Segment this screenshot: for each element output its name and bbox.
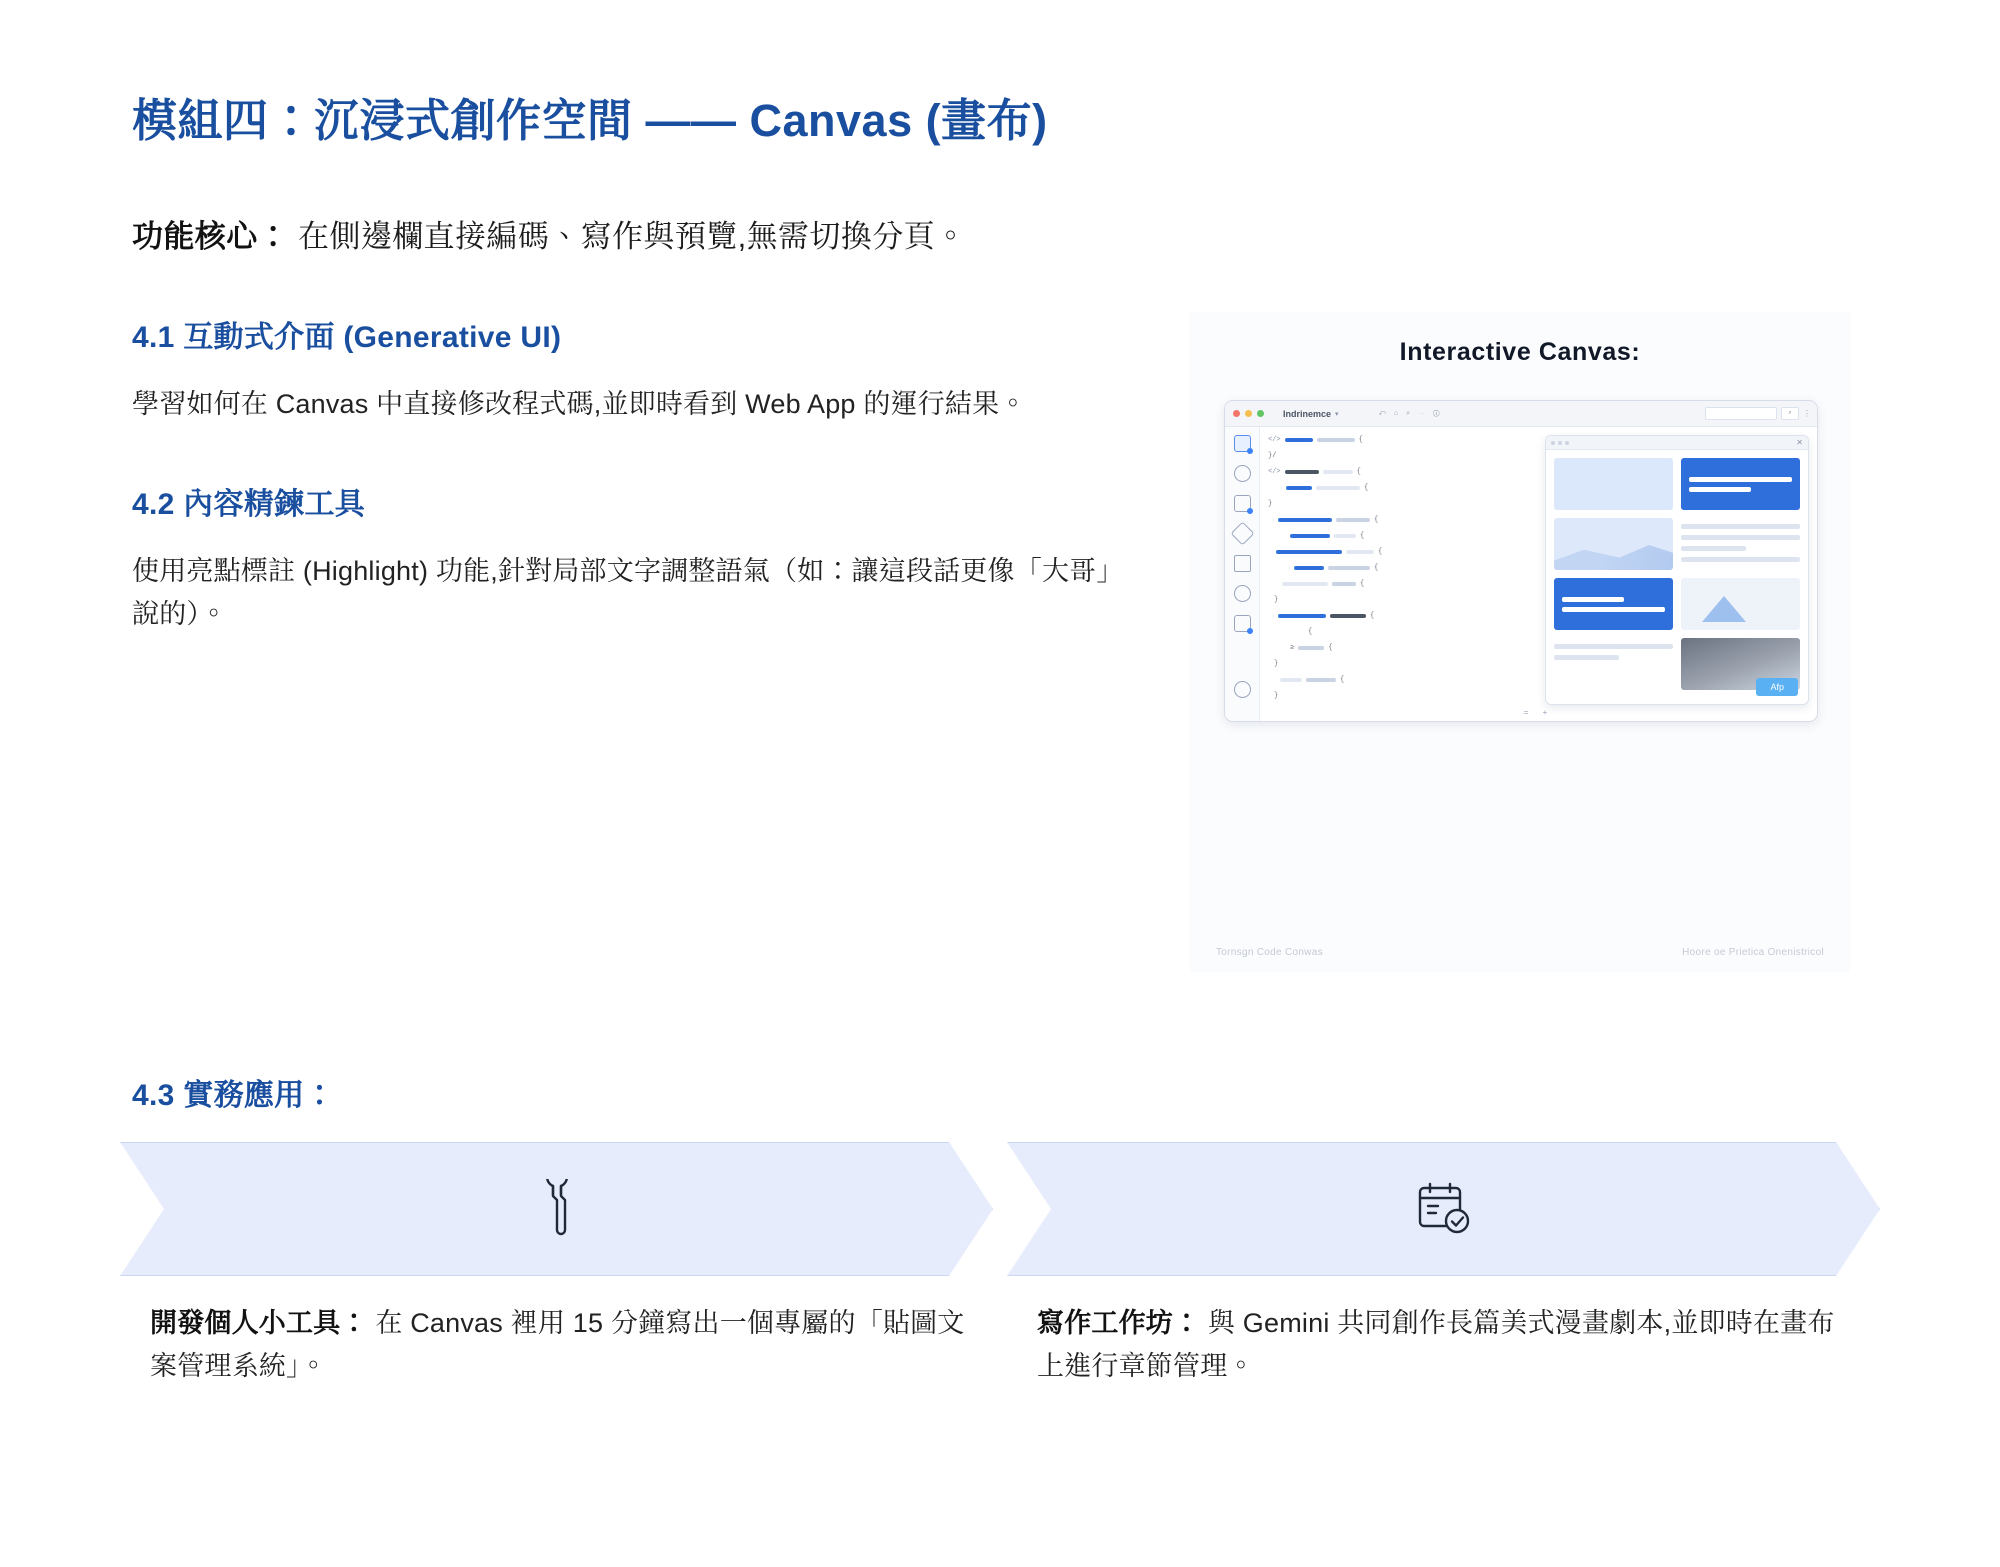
section-heading-4-2: 4.2 內容精鍊工具 [132, 487, 366, 521]
code-line: </> { [1268, 435, 1363, 444]
sidebar-item-edit-icon[interactable] [1234, 555, 1251, 572]
close-dot-icon [1233, 410, 1240, 417]
illustration-footer-left: Tornsgn Code Conwas [1216, 947, 1323, 958]
more-options-icon[interactable]: ⋮ [1803, 409, 1811, 418]
section-body-4-1: 學習如何在 Canvas 中直接修改程式碼,並即時看到 Web App 的運行結果。 [132, 389, 1027, 419]
code-line: { [1268, 483, 1811, 492]
sidebar-item-files-icon[interactable] [1234, 495, 1251, 512]
mock-editor-window [1224, 400, 1818, 722]
page-title: 模組四：沉浸式創作空間 —— Canvas (畫布) [132, 95, 1048, 146]
sidebar-item-export-icon[interactable] [1234, 615, 1251, 632]
editor-footer-controls[interactable]: = + [1523, 708, 1554, 717]
code-line: } [1274, 659, 1279, 668]
code-line: } [1274, 595, 1279, 604]
core-feature-line [132, 211, 1880, 256]
illustration-footer-right: Hoore oe Prietica Onenistricol [1682, 947, 1824, 958]
sidebar-item-zoom-icon[interactable] [1234, 681, 1251, 698]
preview-titlebar [1546, 436, 1808, 450]
search-icon[interactable]: ⌕ [1781, 407, 1799, 420]
right-illustration-column [1180, 312, 1880, 972]
practical-application-section [120, 1070, 1880, 1388]
code-line: { [1268, 563, 1811, 572]
code-line: ≥ { [1290, 643, 1333, 652]
mock-toolbar-icons: ⤺ ⌂ ⌕ ⋯ ⓘ [1378, 409, 1443, 417]
sidebar-item-tag-icon[interactable] [1230, 521, 1254, 545]
code-line: { [1268, 531, 1811, 540]
caption-row [120, 1302, 1880, 1388]
illustration-title: Interactive Canvas: [1399, 338, 1641, 366]
core-feature-label: 功能核心： [132, 219, 289, 254]
preview-block-cta [1681, 458, 1800, 510]
chevron-banner-tool [120, 1142, 993, 1276]
maximize-dot-icon [1257, 410, 1264, 417]
code-line: } [1274, 691, 1279, 700]
caption-tool-label: 開發個人小工具： [150, 1308, 368, 1338]
section-heading-4-1: 4.1 互動式介面 (Generative UI) [132, 321, 562, 354]
preview-block-image [1554, 458, 1673, 510]
code-line: }/ [1268, 451, 1277, 460]
section-heading-4-3: 4.3 實務應用： [132, 1079, 335, 1112]
chevron-row [120, 1142, 1880, 1276]
core-feature-text: 在側邊欄直接編碼、寫作與預覽,無需切換分頁。 [298, 219, 967, 254]
code-line: { [1308, 627, 1313, 636]
section-body-4-2: 使用亮點標註 (Highlight) 功能,針對局部文字調整語氣（如：讓這段話更像「大哥」說的）。 [132, 555, 1124, 630]
content-columns [120, 312, 1880, 972]
mock-app-name: Indrinemce [1283, 408, 1332, 419]
preview-block-banner [1554, 578, 1673, 630]
preview-action-button[interactable]: Afp [1756, 678, 1798, 696]
preview-block-textlines-2 [1554, 638, 1673, 690]
editor-sidebar [1225, 427, 1260, 721]
code-line: { [1268, 675, 1811, 684]
illustration-footer [1190, 947, 1850, 958]
chevron-banner-writing [1007, 1142, 1880, 1276]
caption-writing [1007, 1302, 1880, 1388]
code-line: </> { [1268, 467, 1361, 476]
caption-tool-text: 在 Canvas 裡用 15 分鐘寫出一個專屬的「貼圖文案管理系統」。 [150, 1308, 965, 1382]
wrench-icon [535, 1179, 579, 1239]
preview-panel [1545, 435, 1809, 705]
preview-block-textlines [1681, 518, 1800, 570]
mock-window-titlebar [1225, 401, 1817, 427]
preview-block-chart [1554, 518, 1673, 570]
preview-block-illustration [1681, 578, 1800, 630]
sidebar-item-assistant-icon[interactable] [1234, 435, 1251, 452]
minimize-dot-icon [1245, 410, 1252, 417]
mock-address-field[interactable] [1705, 407, 1777, 420]
preview-window-dots-icon [1551, 441, 1569, 445]
code-line: { [1268, 547, 1811, 556]
code-line: { [1268, 579, 1811, 588]
caption-writing-text: 與 Gemini 共同創作長篇美式漫畫劇本,並即時在畫布上進行章節管理。 [1037, 1308, 1835, 1382]
sidebar-item-chat-icon[interactable] [1234, 465, 1251, 482]
code-line: { [1268, 515, 1811, 524]
calendar-check-icon [1414, 1180, 1474, 1238]
illustration-card [1190, 312, 1850, 972]
caption-writing-label: 寫作工作坊： [1037, 1308, 1201, 1338]
chevron-down-icon: ▾ [1335, 410, 1339, 418]
left-text-column [120, 312, 1180, 972]
preview-content-grid [1546, 450, 1808, 698]
code-line: { [1268, 611, 1811, 620]
caption-tool [120, 1302, 993, 1388]
preview-close-icon[interactable]: ✕ [1796, 437, 1803, 447]
code-line: } [1268, 499, 1273, 508]
sidebar-item-refresh-icon[interactable] [1234, 585, 1251, 602]
